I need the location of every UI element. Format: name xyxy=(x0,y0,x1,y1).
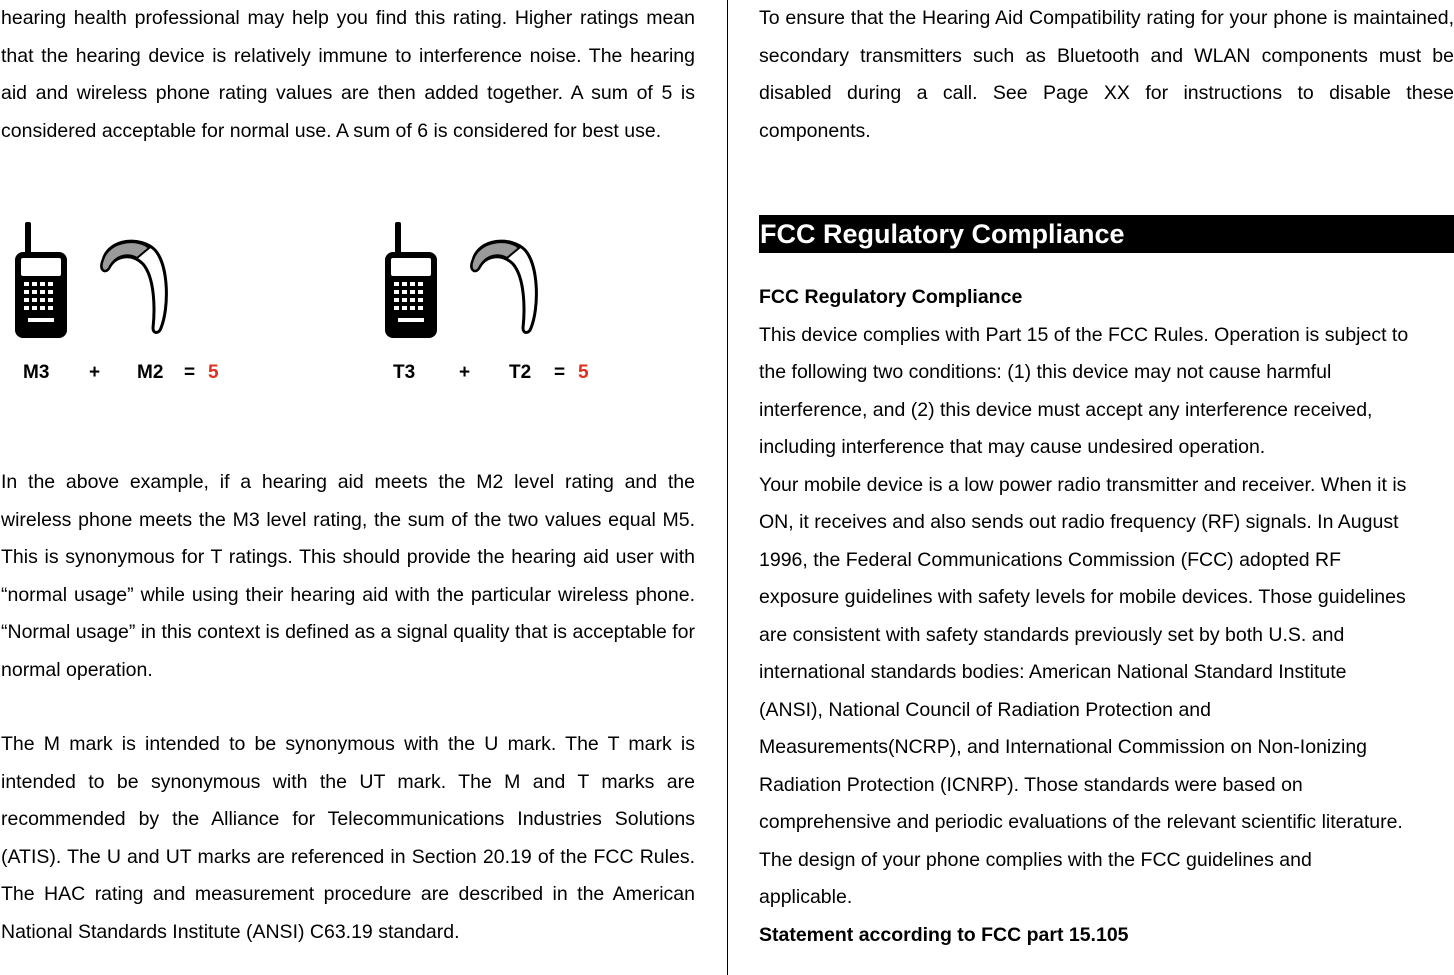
statement-heading: Statement according to FCC part 15.105 xyxy=(759,923,1129,946)
right-intro-paragraph: To ensure that the Hearing Aid Compatibility rating for your phone is maintained, secondary transmitters such as Bluetooth and WLAN components must be disabled during a call. See Page XX for instructions to disable these components. xyxy=(759,7,1454,142)
body-line: The design of your phone complies with the FCC guidelines and xyxy=(759,848,1312,871)
equals-sign: = xyxy=(184,362,196,383)
hearing-aid-icon xyxy=(472,241,537,332)
equals-sign: = xyxy=(554,362,566,383)
body-line: comprehensive and periodic evaluations of the relevant scientific literature. xyxy=(759,811,1403,833)
body-line: Radiation Protection (ICNRP). Those standards were based on xyxy=(759,773,1303,796)
body-line: the following two conditions: (1) this device may not cause harmful xyxy=(759,361,1332,383)
m-aid-rating: M2 xyxy=(137,362,164,383)
body-line: including interference that may cause undesired operation. xyxy=(759,436,1266,458)
body-line: applicable. xyxy=(759,886,853,908)
body-line: (ANSI), National Council of Radiation Protection and xyxy=(759,698,1211,721)
section-heading: FCC Regulatory Compliance xyxy=(759,215,1454,253)
cell-phone-icon xyxy=(15,222,67,338)
m-phone-rating-label xyxy=(23,354,49,392)
t-phone-rating: T3 xyxy=(393,362,416,383)
body-line: Measurements(NCRP), and International Commission on Non-Ionizing xyxy=(759,736,1368,758)
body-line: international standards bodies: American National Standard Institute xyxy=(759,661,1347,683)
body-line: ON, it receives and also sends out radio frequency (RF) signals. In August xyxy=(759,511,1399,533)
m-phone-rating: M3 xyxy=(23,362,50,383)
fcc-body-text xyxy=(759,317,1454,917)
body-line: exposure guidelines with safety levels for mobile devices. Those guidelines xyxy=(759,586,1406,608)
example-paragraph: In the above example, if a hearing aid meets the M2 level rating and the wireless phone meets the M3 level rating, the sum of the two values equal M5. This is synonymous for T ratings. This should provide the hearing aid user with “normal usage” while using their hearing aid with the particular wireless phone. “Normal usage” in this context is defined as a signal quality that is acceptable for normal operation. xyxy=(1,471,695,681)
body-line: 1996, the Federal Communications Commission (FCC) adopted RF xyxy=(759,548,1341,571)
t-rating-figure xyxy=(381,218,621,388)
body-line: Your mobile device is a low power radio transmitter and receiver. When it is xyxy=(759,473,1407,496)
body-line: are consistent with safety standards previously set by both U.S. and xyxy=(759,623,1345,646)
body-line: This device complies with Part 15 of the FCC Rules. Operation is subject to xyxy=(759,323,1409,346)
t-sum-rating: 5 xyxy=(578,362,589,383)
column-divider xyxy=(727,0,728,975)
plus-sign: + xyxy=(459,362,471,383)
right-column xyxy=(759,0,1454,954)
left-column xyxy=(1,0,695,951)
left-intro-paragraph: hearing health professional may help you find this rating. Higher ratings mean that the hearing device is relatively immune to interference noise. The hearing aid and wireless phone rating values are then added together. A sum of 5 is considered acceptable for normal use. A sum of 6 is considered for best use. xyxy=(1,7,695,142)
plus-sign: + xyxy=(89,362,101,383)
rating-figures xyxy=(1,212,695,412)
m-rating-figure xyxy=(11,218,251,388)
cell-phone-icon xyxy=(385,222,437,338)
marks-paragraph: The M mark is intended to be synonymous with the U mark. The T mark is intended to be synonymous with the UT mark. The M and T marks are recommended by the Alliance for Telecommunications Industries Solutions (ATIS). The U and UT marks are referenced in Section 20.19 of the FCC Rules. The HAC rating and measurement procedure are described in the American National Standards Institute (ANSI) C63.19 standard. xyxy=(1,733,695,943)
m-sum-rating: 5 xyxy=(208,362,219,383)
hearing-aid-icon xyxy=(102,241,167,332)
body-line: interference, and (2) this device must accept any interference received, xyxy=(759,398,1373,421)
subheading: FCC Regulatory Compliance xyxy=(759,286,1023,308)
t-aid-rating: T2 xyxy=(509,362,532,383)
